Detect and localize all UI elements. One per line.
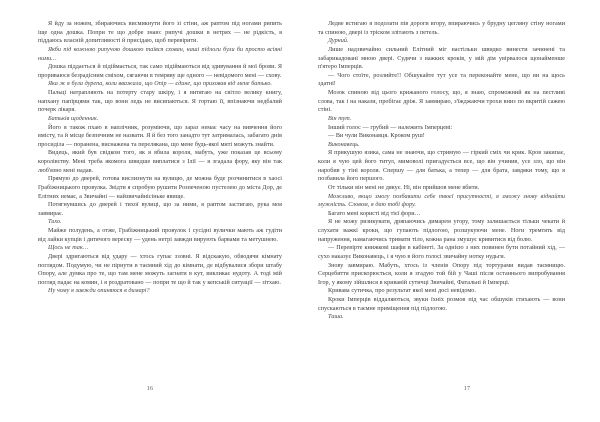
paragraph: Дошка піддається й підіймається, так само підіймаються від здивування й мої брови. Я прориваюся безрадісним сміхом, сягаючи в темряву ще одного — невідомого мені — схову. [38, 64, 282, 79]
paragraph: Лише надзвичайно сильний Елітний міг настільки швидко винести зачинені та забарикадовані мною двері. Судячи з важких кроків, у мій дім увірвалося щонайменше п'ятеро Імперців. [318, 46, 565, 71]
paragraph: Потягнувшись до дверей і тихої вулиці, що за ними, я раптом застигаю, рука моя завмирає. [38, 202, 282, 217]
left-page-number: 16 [146, 386, 154, 392]
paragraph: Знову завмираю. Мабуть, хтось із членів Опору під тортурами видав таємницю. Серцебиття прискорюється, коли я згадую той бій у Чаші після останнього випробування Ігор, у якому зійшлися в кривавій сутичці Звичайні, Фатальні й Імперці. [318, 262, 565, 286]
paragraph: Я йду за ножем, збираючись висмикнути його зі стіни, аж раптом під ногами рипить іще одна дошка. Попри те що добре знаю: рипучі дошки в нетрях — не рідкість, я піддаюсь власній допитливості й присідаю, щоб перевірити. [38, 21, 282, 45]
paragraph: Дурний. [328, 38, 349, 45]
paragraph: Ну чому я завжди опиняюся в димарі? [48, 288, 150, 295]
paragraph: — Перевірте книжкові шафи в кабінеті. За однією з них повинен бути потайний хід, — сухо наказує Виконавець, і я чую в його голосі звичайну нотку нудьги. [318, 245, 565, 260]
paragraph: Видець, який був свідком того, як я вбила короля, мабуть, уже показав це всьому королівству. Мені треба якомога швидше виплатися з Ілії — я згадала фору, яку він так люб'язно мені надав. [38, 150, 282, 174]
paragraph: — Чого стоїте, розлийте!! Обшукайте тут усе та переконайте мене, що ви на щось здатні! [318, 72, 565, 88]
paragraph: Ледве встигаю я подолати пів дороги вгору, впираючись у брудну цегляну стіну ногами та спиною, двері із тріском злітають з петель. [318, 21, 565, 36]
paragraph: Двері здригаються від удару — хтось гупає ззовні. Я відскакую, обводячи кімнату поглядом. Подумую, чи не пірнути в таємний хід до кімнати, де відбувалися збори штабу Опору, але думка про те, що там мене можуть загнати в кут, викликає нудоту. А тоді мій погляд падає на комин, і я роздратовано — попри те що й так у кепській ситуації — зітхаю. [38, 253, 282, 286]
paragraph: Мозок спиною від цього крижаного голосу, що, я знаю, спроможний як на пестливі слова, так і на накази, пробігає дріж. Я завмираю, з'їжджаючи трохи вниз по вкритій сажею стіні. [318, 90, 565, 114]
right-page [300, 0, 600, 422]
paragraph: Я прикушую язика, сама не знаючи, що стримую — гіркий сміх чи крик. Кров закипає, коли я чую цей його титул, мимоволі пригадується все, що він учинив, усе зло, що він наробив у тіні короля. Спершу — для батька, а тепер — для брата, завдяки тому, що я позбавила його першого. [318, 150, 565, 183]
paragraph: Прямую до дверей, готова вислизнути на вулицю, де можна буде розчинитися в хаосі Грабіжницького провулка. Звідти я спробую рушити Розпеченою пустелею до міста Дор, де Елітних немає, а Звичайні — найзвичайнісіньке явище. [38, 176, 282, 200]
paragraph: Виконавець. [328, 141, 360, 148]
paragraph: Щось не так… [48, 245, 89, 252]
paragraph: От тільки він мені не дякує. Ні, він прийшов мене вбити. [328, 184, 480, 191]
paragraph: Тихо. [48, 219, 62, 226]
paragraph: Він тут. [328, 115, 352, 122]
paragraph: Багато мені користі від тієї фори… [328, 210, 421, 217]
paragraph: Я не можу ризикувати, дряпаючись димарем угору, тому залишається тільки чекати й слухати важкі кроки, що гупають підлогою, розшукуючи мене. Ноги тремтять від напруження, намагаючись тримати тіло, кожна рана змушує кривитися від болю. [318, 219, 565, 243]
left-page-textblock [38, 20, 282, 296]
paragraph: Інший голос — грубий — належить Імперцеві: [328, 124, 453, 131]
right-page-number: 17 [463, 386, 471, 392]
right-page-textblock [318, 20, 565, 322]
paragraph: Тиша. [328, 314, 344, 321]
paragraph: Його я також пхаю в наплічник, розуміючи, що зараз немає часу на вивчення його вмісту, та й місце безпечним не назвати. Я й без того занадто тут затрималась, забагато днів просиділа — поранена, виснажена та перелякана, що мене будь-якої миті можуть знайти. [38, 124, 282, 148]
paragraph: Пальці натрапляють на потерту стару шкіру, і я витягаю на світло велику книгу, напхану папірцями так, що вони ледь не висипаються. Я гортаю її, впізнаючи недбалий почерк лікаря. [38, 90, 282, 114]
paragraph: Кроки Імперців віддаляються, звуки їхніх розмов під час обшуків стихають — вони спускаються в таємне приміщення під підлогою. [318, 297, 565, 312]
paragraph: Яка ж я була дурепа, коли вважала, що Опір — єдине, що приховав від мене батько. [48, 81, 272, 88]
paragraph: Батьків щоденник. [48, 115, 99, 122]
paragraph: Можливо, якщо змогу позбавити себе твоєї присутності, я зможу знову віднайти мужність. Словом, я даю тобі фору. [318, 193, 565, 209]
paragraph: Майже полудень, а отже, Грабіжницький провулок і сусідні вулички мають аж гудіти від лайки купців і дитячого вереску — удень нетрі завжди вирують барвами та метушнею. [38, 228, 282, 243]
paragraph: Кривава сутичка, про результат якої мені досі невідомо. [328, 288, 476, 295]
paragraph: Якби під кожною рипучою дошкою таївся схован, наші підлоги були би просто всіяні ними… [38, 46, 282, 62]
paragraph: — Ви чули Виконавця. Кроком руш! [328, 133, 425, 140]
